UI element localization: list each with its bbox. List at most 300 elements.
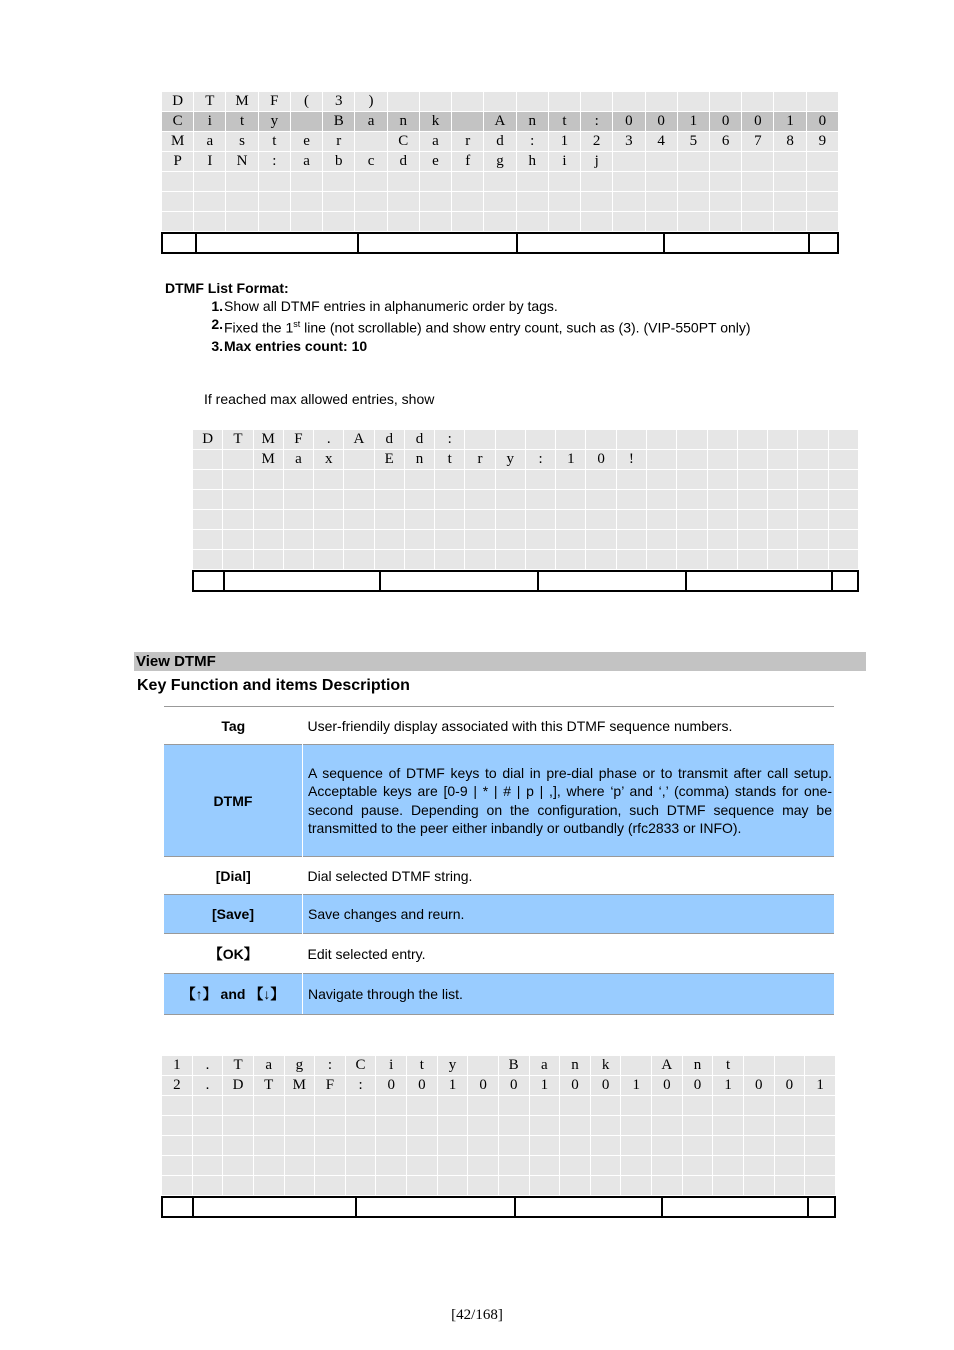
lcd-cell	[437, 1116, 468, 1136]
lcd-row	[162, 212, 839, 232]
lcd-cell	[713, 1156, 744, 1176]
lcd-cell	[516, 172, 548, 192]
lcd-cell	[253, 1156, 284, 1176]
lcd-cell	[253, 1176, 284, 1196]
lcd-cell	[828, 510, 858, 530]
lcd-cell	[652, 1096, 683, 1116]
lcd-cell	[344, 450, 374, 470]
lcd-cell	[737, 470, 767, 490]
lcd-cell	[774, 192, 806, 212]
softkey-slot[interactable]	[163, 1198, 194, 1216]
lcd-cell	[768, 470, 798, 490]
lcd-cell	[495, 490, 525, 510]
lcd-cell	[805, 1116, 836, 1136]
lcd-cell	[613, 92, 645, 112]
lcd-cell	[743, 1176, 774, 1196]
lcd-cell: :	[258, 152, 290, 172]
lcd-cell	[344, 470, 374, 490]
lcd-cell: 1	[677, 112, 709, 132]
lcd-cell	[774, 1096, 805, 1116]
lcd-cell: 1	[556, 450, 586, 470]
lcd-cell	[621, 1156, 652, 1176]
lcd-cell	[355, 172, 387, 192]
lcd-cell	[677, 92, 709, 112]
lcd-cell: D	[193, 430, 223, 450]
lcd-screen-view-dtmf	[161, 1055, 836, 1218]
lcd-cell	[556, 550, 586, 570]
lcd-cell	[193, 510, 223, 530]
lcd-cell	[435, 470, 465, 490]
lcd-cell: 1	[548, 132, 580, 152]
lcd-cell	[652, 1136, 683, 1156]
lcd-cell: :	[315, 1056, 346, 1076]
lcd-cell	[192, 1096, 223, 1116]
lcd-row	[162, 92, 839, 112]
lcd-cell	[586, 530, 616, 550]
key-label: [Dial]	[164, 857, 303, 895]
lcd-cell	[646, 430, 676, 450]
lcd-cell: N	[226, 152, 258, 172]
lcd-cell: d	[484, 132, 516, 152]
lcd-cell	[435, 510, 465, 530]
lcd-cell	[465, 550, 495, 570]
lcd-cell: y	[437, 1056, 468, 1076]
lcd-cell	[194, 192, 226, 212]
lcd-cell	[376, 1176, 407, 1196]
lcd-cell	[387, 192, 419, 212]
lcd-row	[193, 550, 859, 570]
lcd-cell: P	[162, 152, 194, 172]
key-label: [Save]	[164, 895, 303, 934]
lcd-cell: B	[323, 112, 355, 132]
softkey-slot[interactable]	[357, 1198, 516, 1216]
lcd-cell	[556, 430, 586, 450]
key-description-table	[164, 706, 834, 1015]
lcd-cell	[435, 490, 465, 510]
lcd-cell	[484, 92, 516, 112]
softkey-slot[interactable]	[809, 1198, 834, 1216]
lcd-cell	[407, 1176, 438, 1196]
lcd-cell	[806, 192, 838, 212]
lcd-cell	[805, 1136, 836, 1156]
lcd-cell	[682, 1116, 713, 1136]
lcd-cell	[616, 490, 646, 510]
lcd-cell	[314, 510, 344, 530]
lcd-cell	[768, 490, 798, 510]
lcd-cell	[387, 212, 419, 232]
lcd-cell: c	[355, 152, 387, 172]
lcd-cell	[223, 450, 253, 470]
lcd-cell	[768, 530, 798, 550]
lcd-cell	[283, 530, 313, 550]
list-item: 1. Show all DTMF entries in alphanumeric order by tags.	[211, 298, 558, 314]
lcd-cell	[253, 550, 283, 570]
lcd-cell	[468, 1116, 499, 1136]
lcd-cell: T	[194, 92, 226, 112]
lcd-cell	[314, 550, 344, 570]
lcd-cell: C	[162, 112, 194, 132]
list-format-block	[165, 279, 751, 355]
lcd-cell	[345, 1136, 376, 1156]
lcd-cell	[581, 92, 613, 112]
softkey-slot[interactable]	[663, 1198, 809, 1216]
lcd-cell	[621, 1096, 652, 1116]
lcd-cell: )	[355, 92, 387, 112]
lcd-cell	[253, 1096, 284, 1116]
lcd-cell: e	[290, 132, 322, 152]
lcd-cell: 3	[613, 132, 645, 152]
lcd-cell	[355, 132, 387, 152]
lcd-cell: t	[407, 1056, 438, 1076]
lcd-cell	[774, 172, 806, 192]
lcd-cell	[374, 490, 404, 510]
lcd-cell	[452, 172, 484, 192]
lcd-cell	[223, 1176, 254, 1196]
lcd-cell	[677, 192, 709, 212]
key-description: Save changes and reurn.	[303, 895, 835, 934]
softkey-slot[interactable]	[687, 572, 833, 590]
lcd-cell	[774, 1156, 805, 1176]
lcd-cell: 1	[713, 1076, 744, 1096]
lcd-cell	[621, 1136, 652, 1156]
lcd-cell	[315, 1136, 346, 1156]
lcd-cell	[709, 152, 741, 172]
lcd-cell	[404, 530, 434, 550]
lcd-cell: g	[484, 152, 516, 172]
lcd-cell: a	[529, 1056, 560, 1076]
lcd-cell	[495, 430, 525, 450]
lcd-cell	[525, 530, 555, 550]
softkey-bar	[161, 1196, 836, 1218]
lcd-cell	[223, 1116, 254, 1136]
lcd-cell	[465, 530, 495, 550]
lcd-cell: b	[323, 152, 355, 172]
format-list	[165, 297, 751, 355]
lcd-cell	[376, 1096, 407, 1116]
softkey-slot[interactable]	[539, 572, 687, 590]
lcd-cell: e	[419, 152, 451, 172]
lcd-cell: 7	[742, 132, 774, 152]
softkey-slot[interactable]	[194, 1198, 357, 1216]
lcd-cell	[284, 1136, 315, 1156]
lcd-cell: x	[314, 450, 344, 470]
lcd-grid	[161, 1055, 836, 1196]
lcd-cell: k	[419, 112, 451, 132]
lcd-cell	[162, 1176, 193, 1196]
lcd-cell	[498, 1176, 529, 1196]
lcd-cell	[407, 1116, 438, 1136]
softkey-slot[interactable]	[225, 572, 381, 590]
lcd-cell: t	[435, 450, 465, 470]
lcd-cell	[283, 470, 313, 490]
lcd-cell	[484, 192, 516, 212]
lcd-row	[162, 1096, 836, 1116]
lcd-cell	[404, 490, 434, 510]
lcd-cell: M	[284, 1076, 315, 1096]
section-title: View DTMF	[136, 653, 216, 670]
lcd-cell	[452, 92, 484, 112]
lcd-cell	[355, 212, 387, 232]
lcd-cell	[581, 172, 613, 192]
softkey-slot[interactable]	[359, 234, 518, 252]
lcd-cell	[677, 172, 709, 192]
lcd-cell	[707, 510, 737, 530]
lcd-cell: A	[344, 430, 374, 450]
lcd-cell	[529, 1136, 560, 1156]
lcd-cell	[193, 470, 223, 490]
lcd-cell: d	[387, 152, 419, 172]
lcd-cell	[374, 550, 404, 570]
format-heading: DTMF List Format:	[165, 280, 289, 296]
lcd-cell: !	[616, 450, 646, 470]
lcd-cell	[437, 1156, 468, 1176]
lcd-cell	[743, 1156, 774, 1176]
lcd-cell	[677, 490, 707, 510]
softkey-slot[interactable]	[194, 572, 225, 590]
lcd-cell	[707, 430, 737, 450]
lcd-row	[162, 1116, 836, 1136]
lcd-cell: k	[590, 1056, 621, 1076]
lcd-cell	[828, 530, 858, 550]
lcd-cell	[516, 192, 548, 212]
lcd-cell	[529, 1116, 560, 1136]
lcd-cell	[805, 1056, 836, 1076]
lcd-cell: 0	[590, 1076, 621, 1096]
lcd-cell	[737, 530, 767, 550]
lcd-cell	[226, 192, 258, 212]
table-row	[164, 745, 834, 857]
lcd-row	[162, 1136, 836, 1156]
lcd-cell: r	[323, 132, 355, 152]
lcd-cell	[548, 212, 580, 232]
lcd-cell: j	[581, 152, 613, 172]
lcd-cell	[194, 212, 226, 232]
lcd-cell: 0	[560, 1076, 591, 1096]
lcd-cell	[774, 92, 806, 112]
lcd-cell	[468, 1096, 499, 1116]
lcd-cell	[525, 470, 555, 490]
lcd-cell: .	[314, 430, 344, 450]
lcd-cell: d	[374, 430, 404, 450]
lcd-cell	[516, 212, 548, 232]
softkey-slot[interactable]	[381, 572, 539, 590]
lcd-cell	[768, 510, 798, 530]
lcd-cell	[613, 172, 645, 192]
lcd-cell	[315, 1156, 346, 1176]
lcd-cell	[223, 510, 253, 530]
lcd-cell	[525, 490, 555, 510]
lcd-cell	[707, 530, 737, 550]
lcd-cell	[560, 1136, 591, 1156]
lcd-cell: t	[226, 112, 258, 132]
lcd-cell	[452, 212, 484, 232]
lcd-cell	[468, 1176, 499, 1196]
lcd-cell	[465, 470, 495, 490]
lcd-cell: :	[581, 112, 613, 132]
lcd-cell	[774, 1136, 805, 1156]
lcd-cell	[495, 510, 525, 530]
lcd-cell	[290, 192, 322, 212]
lcd-cell	[616, 430, 646, 450]
lcd-cell	[768, 450, 798, 470]
softkey-bar	[161, 232, 839, 254]
lcd-cell	[435, 530, 465, 550]
lcd-cell	[682, 1156, 713, 1176]
softkey-slot[interactable]	[518, 234, 665, 252]
lcd-cell	[586, 430, 616, 450]
lcd-cell	[290, 172, 322, 192]
lcd-cell	[498, 1116, 529, 1136]
lcd-cell: M	[226, 92, 258, 112]
lcd-cell	[498, 1156, 529, 1176]
lcd-cell: 0	[682, 1076, 713, 1096]
lcd-cell	[223, 530, 253, 550]
lcd-cell	[437, 1096, 468, 1116]
softkey-slot[interactable]	[197, 234, 360, 252]
lcd-cell: 5	[677, 132, 709, 152]
lcd-cell	[323, 172, 355, 192]
lcd-cell	[806, 212, 838, 232]
lcd-cell	[525, 510, 555, 530]
lcd-cell	[419, 212, 451, 232]
lcd-cell	[677, 212, 709, 232]
lcd-cell	[560, 1156, 591, 1176]
lcd-cell: 0	[613, 112, 645, 132]
lcd-cell: C	[345, 1056, 376, 1076]
lcd-cell	[194, 172, 226, 192]
lcd-cell	[516, 92, 548, 112]
softkey-slot[interactable]	[516, 1198, 663, 1216]
lcd-cell	[707, 450, 737, 470]
lcd-cell	[253, 1136, 284, 1156]
lcd-cell: 0	[586, 450, 616, 470]
lcd-cell	[828, 450, 858, 470]
lcd-cell	[709, 92, 741, 112]
lcd-cell: a	[253, 1056, 284, 1076]
lcd-cell	[314, 470, 344, 490]
lcd-cell	[677, 152, 709, 172]
lcd-cell	[525, 430, 555, 450]
lcd-cell: d	[404, 430, 434, 450]
lcd-cell	[737, 450, 767, 470]
lcd-cell	[376, 1136, 407, 1156]
lcd-cell	[468, 1056, 499, 1076]
lcd-cell: 2	[162, 1076, 193, 1096]
lcd-cell: .	[192, 1076, 223, 1096]
softkey-slot[interactable]	[665, 234, 811, 252]
lcd-cell	[468, 1136, 499, 1156]
lcd-cell	[805, 1176, 836, 1196]
lcd-cell	[556, 510, 586, 530]
lcd-cell	[223, 490, 253, 510]
lcd-cell	[828, 470, 858, 490]
lcd-cell	[315, 1176, 346, 1196]
key-label: DTMF	[164, 745, 303, 857]
lcd-cell	[283, 510, 313, 530]
lcd-grid	[161, 91, 839, 232]
lcd-cell	[548, 192, 580, 212]
lcd-cell	[498, 1136, 529, 1156]
lcd-cell	[452, 192, 484, 212]
lcd-grid	[192, 429, 859, 570]
lcd-cell	[805, 1156, 836, 1176]
lcd-cell: C	[387, 132, 419, 152]
lcd-cell	[314, 530, 344, 550]
lcd-cell	[323, 192, 355, 212]
table-row	[164, 857, 834, 895]
lcd-cell	[774, 212, 806, 232]
lcd-cell: .	[192, 1056, 223, 1076]
lcd-cell	[452, 112, 484, 132]
lcd-cell	[616, 470, 646, 490]
lcd-cell: 9	[806, 132, 838, 152]
softkey-slot[interactable]	[810, 234, 837, 252]
lcd-cell	[258, 192, 290, 212]
lcd-cell	[709, 192, 741, 212]
softkey-slot[interactable]	[163, 234, 197, 252]
lcd-cell: 8	[774, 132, 806, 152]
lcd-cell: 0	[376, 1076, 407, 1096]
lcd-cell	[713, 1116, 744, 1136]
key-label: 【OK】	[164, 934, 303, 974]
lcd-cell	[525, 550, 555, 570]
lcd-cell: n	[560, 1056, 591, 1076]
lcd-cell	[376, 1156, 407, 1176]
lcd-cell: i	[548, 152, 580, 172]
lcd-cell: n	[387, 112, 419, 132]
lcd-cell	[646, 450, 676, 470]
lcd-cell	[586, 490, 616, 510]
lcd-cell	[495, 530, 525, 550]
lcd-cell	[709, 212, 741, 232]
lcd-cell: a	[290, 152, 322, 172]
lcd-cell: y	[495, 450, 525, 470]
lcd-cell: 4	[645, 132, 677, 152]
lcd-cell	[192, 1176, 223, 1196]
lcd-cell	[253, 530, 283, 550]
lcd-cell	[613, 152, 645, 172]
lcd-cell: a	[283, 450, 313, 470]
lcd-cell	[437, 1176, 468, 1196]
lcd-cell: 0	[468, 1076, 499, 1096]
lcd-cell	[556, 470, 586, 490]
lcd-cell: 0	[806, 112, 838, 132]
softkey-slot[interactable]	[833, 572, 857, 590]
lcd-screen-max-entries	[192, 429, 859, 592]
lcd-cell	[707, 490, 737, 510]
lcd-row	[162, 172, 839, 192]
lcd-cell	[586, 470, 616, 490]
lcd-row	[193, 510, 859, 530]
lcd-cell	[646, 490, 676, 510]
lcd-cell	[645, 152, 677, 172]
lcd-cell: T	[223, 430, 253, 450]
lcd-cell	[737, 550, 767, 570]
lcd-cell	[484, 212, 516, 232]
lcd-cell: M	[253, 430, 283, 450]
lcd-cell	[498, 1096, 529, 1116]
table-row	[164, 707, 834, 745]
lcd-cell	[616, 510, 646, 530]
lcd-cell	[226, 172, 258, 192]
lcd-cell: r	[452, 132, 484, 152]
lcd-cell	[742, 212, 774, 232]
lcd-cell	[707, 470, 737, 490]
key-label: 【↑】 and 【↓】	[164, 974, 303, 1015]
lcd-cell	[613, 212, 645, 232]
lcd-cell	[556, 530, 586, 550]
lcd-cell	[743, 1056, 774, 1076]
